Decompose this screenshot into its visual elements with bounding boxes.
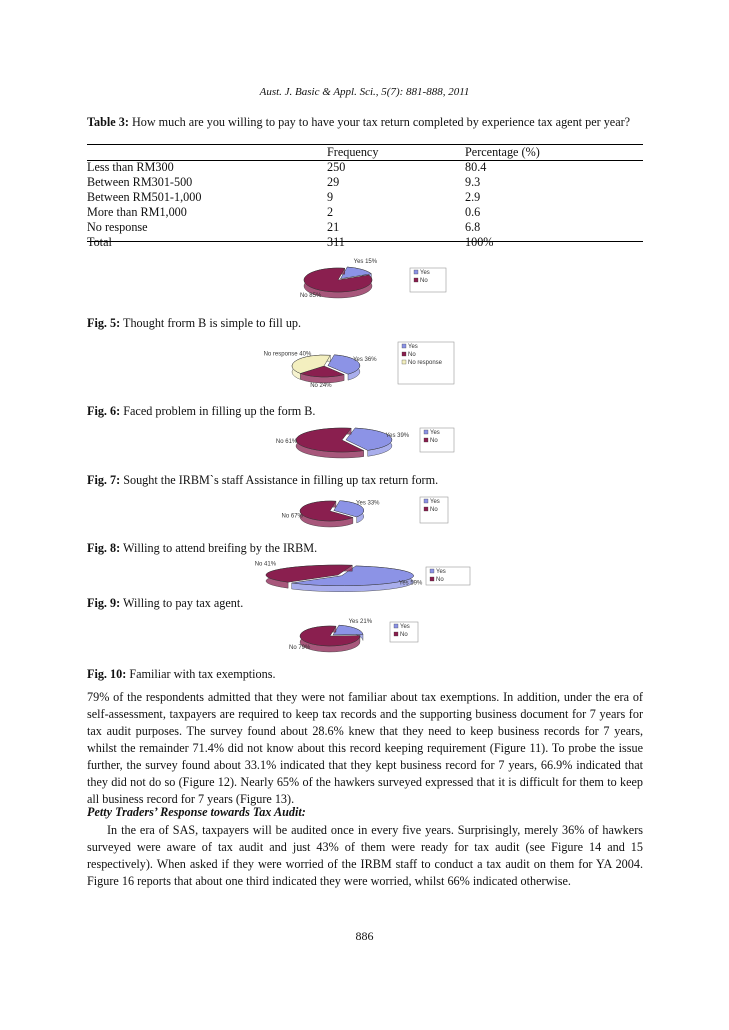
figure-label: Fig. 8: (87, 541, 121, 555)
figure-caption-text: Familiar with tax exemptions. (129, 667, 276, 681)
legend-entry: No (408, 352, 416, 358)
pie-chart-fig10 (280, 610, 450, 662)
legend-swatch (424, 499, 428, 503)
table-cell: Between RM301-500 (87, 175, 193, 189)
pie-chart-fig5 (288, 244, 448, 314)
table-cell: 80.4 (465, 160, 487, 174)
legend-swatch (424, 430, 428, 434)
pie-data-label: Yes 36% (353, 357, 377, 364)
table-cell: 9 (327, 190, 334, 204)
pie-slice-yes (333, 625, 363, 635)
table-row (87, 220, 643, 235)
figure-caption (87, 404, 315, 419)
figure-label: Fig. 9: (87, 596, 121, 610)
table-caption-text: How much are you willing to pay to have your tax return completed by experience tax agent per year? (131, 115, 631, 129)
figure-label: Fig. 10: (87, 667, 127, 681)
table-cell: 6.8 (465, 220, 481, 234)
section-subheading: Petty Traders’ Response towards Tax Audit: (87, 805, 306, 819)
legend-swatch (414, 270, 418, 274)
pie-data-label: No 67% (281, 513, 303, 520)
legend-swatch (424, 438, 428, 442)
table-cell: 0.6 (465, 205, 481, 219)
pie-chart-fig6 (263, 332, 456, 398)
legend-entry: Yes (400, 624, 410, 630)
legend-entry: Yes (408, 344, 418, 350)
figure-caption (87, 316, 301, 331)
legend-entry: No response (408, 360, 443, 366)
legend-swatch (394, 632, 398, 636)
table-cell: 21 (327, 220, 340, 234)
figure-caption (87, 667, 276, 682)
header-cell: Percentage (%) (465, 145, 540, 159)
table-cell: 311 (327, 235, 345, 249)
pie-data-label: Yes 59% (398, 580, 423, 587)
legend-entry: Yes (430, 499, 440, 505)
table-caption (87, 115, 643, 130)
table-cell: 9.3 (465, 175, 481, 189)
pie-data-label: No 61% (275, 439, 298, 446)
table-header-row (87, 145, 643, 160)
legend-swatch (430, 577, 434, 581)
legend-swatch (402, 344, 406, 348)
figure-label: Fig. 5: (87, 316, 121, 330)
table-header-rule (87, 160, 643, 161)
pie-data-label: No 85% (299, 293, 322, 300)
table-cell: Total (87, 235, 112, 249)
pie-data-label: No 79% (289, 645, 311, 652)
table-row (87, 175, 643, 190)
legend-entry: No (430, 507, 438, 513)
table-row (87, 160, 643, 175)
figure-caption (87, 541, 317, 556)
body-paragraph: 79% of the respondents admitted that they were not familiar about tax exemptions. In addition, under the era of self-assessment, taxpayers are required to keep tax records and the supporting business document for 7 years for tax audit purposes. The survey found about 28.6% knew that they need to keep business records for 7 years, whilst the remainder 71.4% did not know about this record keeping requirement (Figure 11). To probe the issue further, the survey found about 33.1% indicated that they kept business record for 7 years, 66.9% indicated that they did not do so (Figure 12). Nearly 65% of the hawkers surveyed expressed that it is difficult for them to keep all business record for 7 years (Figure 13). (87, 690, 643, 806)
legend-entry: No (430, 438, 438, 444)
table-row (87, 190, 643, 205)
legend-swatch (402, 352, 406, 356)
legend-entry: No (436, 577, 444, 583)
header-cell: Frequency (327, 145, 379, 159)
pie-data-label: No 24% (310, 382, 332, 389)
legend-entry: No (400, 632, 408, 638)
pie-data-label: No 41% (254, 561, 277, 568)
legend-entry: Yes (420, 270, 430, 276)
journal-header: Aust. J. Basic & Appl. Sci., 5(7): 881-888, 2011 (259, 86, 470, 98)
table-cell: 100% (465, 235, 494, 249)
body-paragraph: In the era of SAS, taxpayers will be audited once in every five years. Surprisingly, merely 36% of hawkers surveyed were aware of tax audit and just 43% of them were ready for tax audit (see Figure 14 and 15 respectively). When asked if they were worried of the IRBM staff to conduct a tax audit on them for YA 2004. Figure 16 reports that about one third indicated they were worried, whilst 66% indicated otherwise. (87, 823, 643, 888)
figure-caption-text: Willing to pay tax agent. (123, 596, 244, 610)
legend-swatch (414, 278, 418, 282)
pie-data-label: Yes 39% (385, 432, 410, 439)
pie-chart-fig8 (280, 485, 450, 537)
figure-label: Fig. 7: (87, 473, 121, 487)
table-cell: Between RM501-1,000 (87, 190, 202, 204)
legend-swatch (402, 360, 406, 364)
pie-chart-fig9 (228, 562, 478, 590)
table-cell: 2.9 (465, 190, 481, 204)
table-bottom-rule (87, 241, 643, 242)
table-cell: 29 (327, 175, 340, 189)
pie-data-label: Yes 21% (348, 618, 373, 625)
legend-swatch (430, 569, 434, 573)
table-row (87, 205, 643, 220)
figure-label: Fig. 6: (87, 404, 121, 418)
table-cell: 250 (327, 160, 346, 174)
table-cell: More than RM1,000 (87, 205, 187, 219)
pie-chart-fig7 (275, 418, 455, 460)
pie-data-label: No response 40% (263, 351, 312, 358)
figure-caption-text: Sought the IRBM`s staff Assistance in filling up tax return form. (123, 473, 439, 487)
header-cell (87, 145, 327, 160)
legend-swatch (424, 507, 428, 511)
figure-caption-text: Thought frorm B is simple to fill up. (123, 316, 302, 330)
legend-entry: Yes (430, 430, 440, 436)
pie-data-label: Yes 33% (356, 500, 380, 507)
table-cell: No response (87, 220, 148, 234)
pie-data-label: Yes 15% (353, 258, 378, 265)
legend-entry: Yes (436, 569, 446, 575)
legend-entry: No (420, 278, 428, 284)
figure-caption-text: Willing to attend breifing by the IRBM. (123, 541, 318, 555)
table-caption-label: Table 3: (87, 115, 129, 129)
figure-caption (87, 596, 243, 611)
figure-caption-text: Faced problem in filling up the form B. (123, 404, 316, 418)
legend-swatch (394, 624, 398, 628)
page-number: 886 (355, 929, 374, 943)
table-cell: Less than RM300 (87, 160, 174, 174)
table-cell: 2 (327, 205, 334, 219)
